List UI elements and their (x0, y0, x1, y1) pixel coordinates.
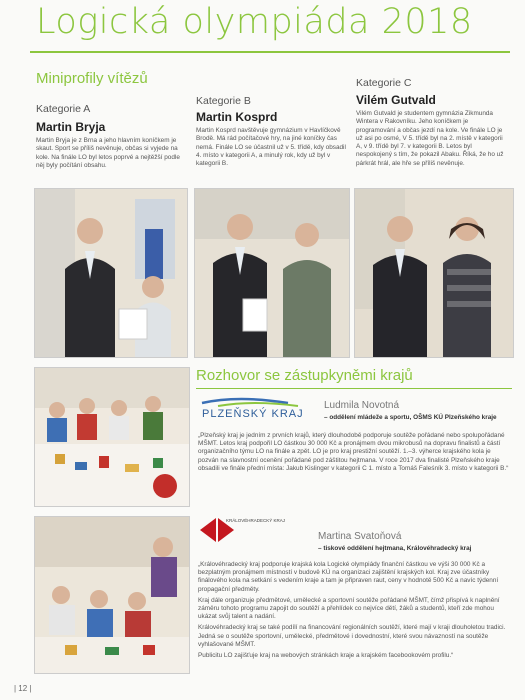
profile-c-category: Kategorie C (356, 77, 412, 89)
profile-a-name: Martin Bryja (36, 120, 106, 134)
photo-winner-b (194, 188, 350, 358)
profile-c-name: Vilém Gutvald (356, 93, 436, 107)
plzensky-kraj-logo-text: PLZEŇSKÝ KRAJ (202, 408, 304, 420)
khk-quote-paragraph-2: Kraj dále organizuje předmětové, umělecké a sportovní soutěže pořádané MŠMT, čímž přispívá k naplnění záměru tohoto programu zapojit do soutěží a přehlídek co nejvíce dětí, žáků a studentů, kteří zde mohou ukázat svůj talent a nadání. (198, 596, 500, 621)
plzen-quote (198, 432, 510, 476)
khk-quote-paragraph-1: „Královéhradecký kraj podporuje krajská kola Logické olympiády finanční částkou ve výši 30 000 Kč a bezplatným pronájmem místností v budově KÚ na organizaci zajištění krajských kol. Kraj zve účastníky finálového kola na setkání s vedením kraje a tam je připraven raut, ceny v hodnotě 500 Kč a navíc týdenní propagační předměty. (198, 561, 499, 593)
khk-quote-paragraph-4: Publicitu LO zajišťuje kraj na webových stránkách kraje a krajském facebookovém profilu.“ (198, 652, 454, 660)
profile-b-text: Martin Kosprd navštěvuje gymnázium v Havlíčkově Brodě. Má rád počítačové hry, na jiné koníčky čas nemá. Finále LO se účastnil už v 5. třídě, kdy obsadil 4. místo v kategorii A, a minulý rok, kdy už byl v kategorii B. (196, 127, 346, 168)
rozhovor-heading: Rozhovor se zástupkyněmi krajů (196, 367, 413, 384)
khk-quote-paragraph-3: Královéhradecký kraj se také podílí na financování regionálních soutěží, které mají v kraji dlouholetou tradici. Jedná se o soutěže sportovní, umělecké, předmětové i dovednostní, které svou návazností na soutěže vyhlašované MŠMT. (198, 624, 506, 648)
photo-children-top (34, 367, 190, 507)
plzen-quote-paragraph: „Plzeňský kraj je jedním z prvních krajů, který dlouhodobě podporuje soutěže pořádané nebo spolupořádané MŠMT. Letos kraj podpořil LO částkou 30 000 Kč a pronájmem dvou mikrobusů na dopravu finalistů a částí organizačního týmu LO na finále a zpět. LO je pro kraj prestižní soutěží. 1.–3. výherce krajského kola je pozván na slavnostní ocenění pořádané pod záštitou hejtmana. V roce 2017 dva finalisté Plzeňského kraje obsadili ve finále přední místa: Jakub Kislinger v kategorii C 1. místo a Tomáš Faleśník 3. místo v kategorii B.“ (198, 432, 509, 472)
title-rule (30, 51, 510, 53)
photo-winner-a (34, 188, 188, 358)
kralovehradecky-kraj-logo (200, 518, 290, 554)
page-title: Logická olympiáda 2018 (36, 2, 473, 42)
rozhovor-rule (196, 388, 512, 389)
khk-person-name: Martina Svatoňová (318, 531, 402, 542)
photo-winner-c (354, 188, 514, 358)
khk-person-role: – tiskové oddělení hejtmana, Královéhradecký kraj (318, 545, 472, 552)
khk-quote (198, 561, 510, 663)
profile-c-text: Vilém Gutvald je studentem gymnázia Zikmunda Wintera v Rakovníku. Jeho koníčkem je programování a občas jezdí na kole. Ve finále LO je už asi po osmé, V 5. třídě byl na 2. místě v kategorii A, v 9. třídě byl 7. v kategorii B. Letos byl nespokojený s tím, že pokazil Abaku. Říká, že ho už párkrát hrál, ale hře se příliš nevěnuje. (356, 110, 504, 167)
miniprofily-heading: Miniprofily vítězů (36, 70, 148, 87)
profile-b-name: Martin Kosprd (196, 110, 278, 124)
plzen-person-name: Ludmila Novotná (324, 400, 400, 411)
profile-a-category: Kategorie A (36, 103, 91, 115)
profile-b-category: Kategorie B (196, 95, 251, 107)
kralovehradecky-kraj-logo-text: KRÁLOVÉHRADECKÝ KRAJ (226, 518, 286, 523)
plzensky-kraj-logo (198, 397, 308, 427)
plzen-person-role: – oddělení mládeže a sportu, OŠMS KÚ Plzeňského kraje (324, 414, 497, 421)
profile-a-text: Martin Bryja je z Brna a jeho hlavním koníčkem je skaut. Sport se příliš nevěnuje, občas si vyjede na kole. Na finále LO byl letos poprvé a nejtěžší podle něj byly počítání obsahu. (36, 137, 180, 169)
page-number: | 12 | (14, 684, 32, 693)
photo-children-bottom (34, 516, 190, 674)
